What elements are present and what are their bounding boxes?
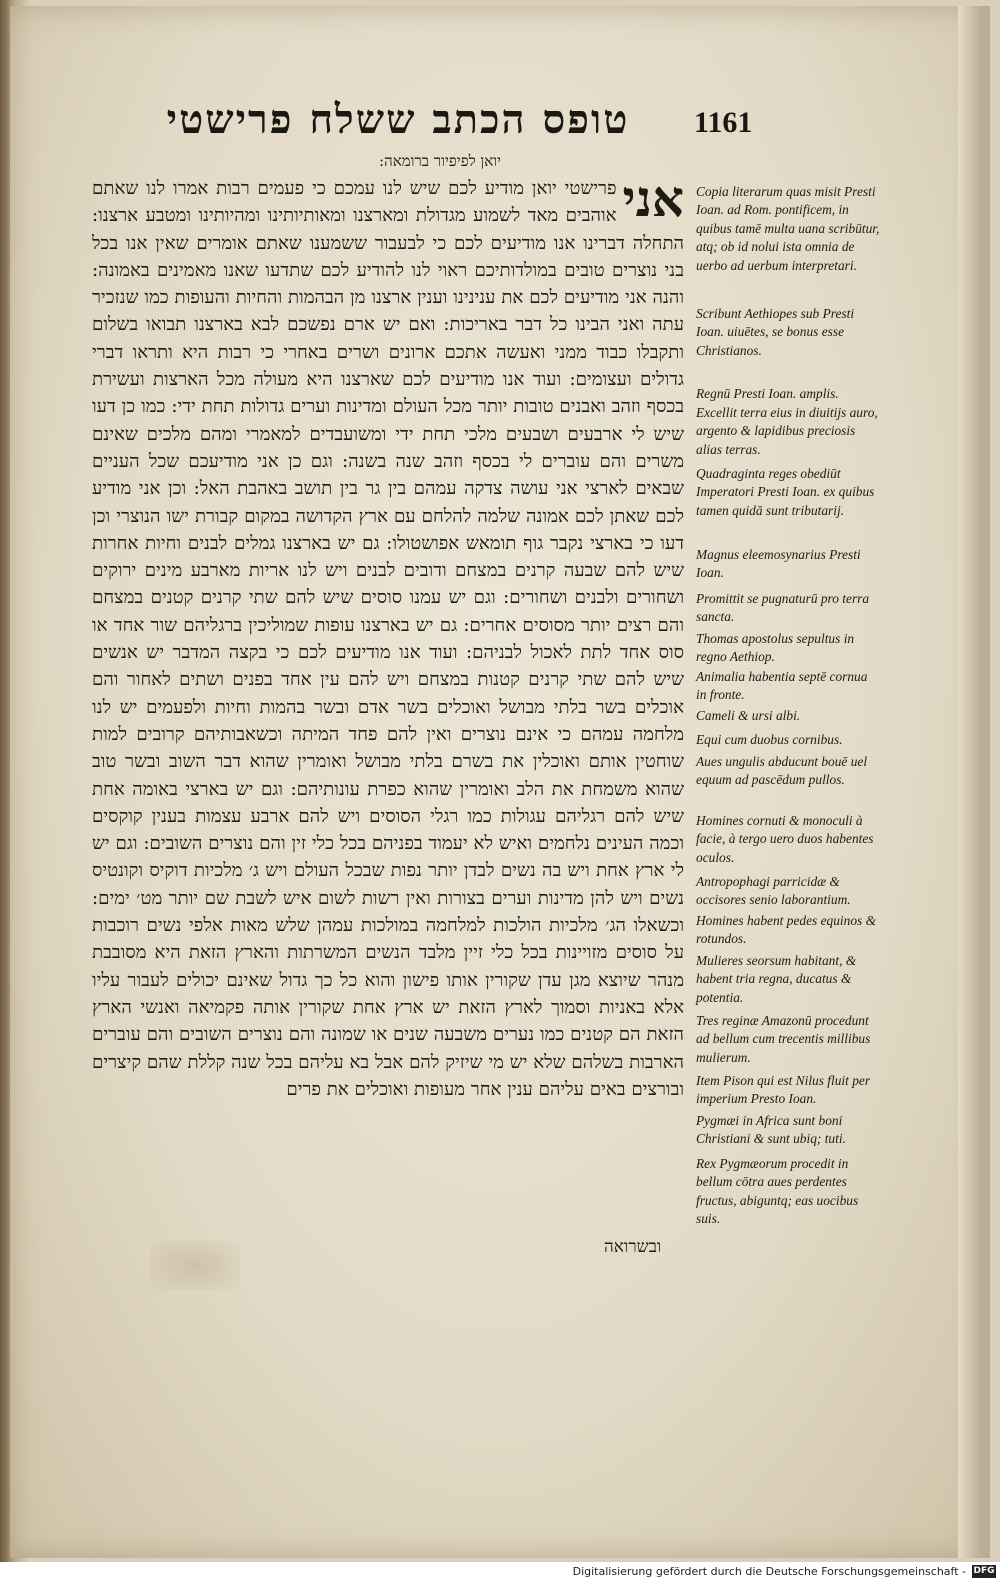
margin-note: Equi cum duobus cornibus. [696, 732, 843, 747]
margin-note: Thomas apostolus sepultus in regno Aethiop. [696, 631, 855, 665]
page-subtitle: יואן לפיפיור ברומאה: [379, 152, 501, 170]
margin-note: Homines habent pedes equinos & rotundos. [696, 913, 877, 947]
margin-note: Promittit se pugnaturū pro terra sancta. [696, 591, 870, 625]
margin-note: Aues ungulis abducunt bouē uel equum ad pascēdum pullos. [696, 754, 868, 788]
margin-note: Item Pison qui est Nilus fluit per imperium Presto Ioan. [696, 1073, 871, 1107]
margin-note: Copia literarum quas misit Presti Ioan. ad Rom. pontificem, in quibus tamē multa uana scribūtur, atq; ob id nolui ista omnia de uerbo ad uerbum interpretari. [696, 184, 880, 273]
margin-note: Scribunt Aethiopes sub Presti Ioan. uiuētes, se bonus esse Christianos. [696, 306, 855, 358]
margin-note: Homines cornuti & monoculi à facie, à tergo uero duos habentes oculos. [696, 813, 874, 865]
page-edge [958, 6, 982, 1558]
margin-note: Regnū Presti Ioan. amplis. [696, 386, 839, 401]
folio-number: 1161 [694, 106, 753, 139]
margin-note: Magnus eleemosynarius Presti Ioan. [696, 547, 861, 581]
margin-note: Cameli & ursi albi. [696, 708, 801, 723]
catchword: ובשרואה [604, 1237, 662, 1257]
margin-note: Tres reginæ Amazonū procedunt ad bellum cum trecentis millibus mulierum. [696, 1013, 871, 1065]
main-text-body: פרישטי יואן מודיע לכם שיש לנו עמכם כי פעמים רבות אמרו לנו שאתם אוהבים מאד לשמוע מגדולת ומארצנו ומאותיותינו ומהיותינו ומטבע ארצנו: התחלה דברינו אנו מודיעים לכם כי לבעבור ששמענו שאתם אומרים שאין אנו בכל בני נוצרים טובים במולדותיכם ראוי לנו להודיע לכם שתדעו שאנו מאמינים באמונה: והנה אני מודיעים לכם את ענינינו וענין ארצנו מן הבהמות והחיות והעופות כמו שנזכיר עתה ואני הבינו כל דבר באריכות: ואם יש ארם נפשכם לבא בארצנו תבואו בשלום ותקבלו כבוד ממני ואעשה אתכם ארונים ושרים באחרי כי רבות היא ותראו דברי גדולים ועצומים: ועוד אנו מודיעים לכם שארצנו היא מעולה מכל הארצות ועשירת בכסף וזהב ואבנים טובות יותר מכל העולם ומדינות וערים גדולות תחת ידי: כמו כן דעו שיש לי ארבעים ושבעים מלכי תחת ידי ומשועבדים למאמרי ומהם מלכים שאינם משרים והם עוברים לי בכסף וזהב שנה בשנה: וגם כן אני מודיעכם שכל העניים שבאים לארצי אני עושה צדקה עמהם בין גר בין תושב באהבת האל: וכן אני מודיע לכם שאתן לכם אמונה שלמה להלחם עם ארץ הקדושה במקום קבורת ישו הנוצרי וכן דעו כי בארצי נקבר גוף תומאש אפושטולו: גם יש בארצנו גמלים לבנים וחיות אחרות שיש להם שבעה קרנים במצחם ודובים לבנים ויש לנו אריות מארבע מינים ירוקים ושחורים ולבנים ושחורים: וגם יש עמנו סוסים שיש להם שתי קרנים קטנים במצחם והם רצים יותר מסוסים אחרים: גם יש בארצנו עופות שמוליכין ברגליהם שור אחד או סוס אחד לתת לאכול לבניהם: ועוד אנו מודיעים לכם כי בקצה המדבר יש אנשים שיש להם שתי קרנים קטנות במצחם ויש להם עין אחד בפנים ושתים לאחור והם אוכלים בשר בלתי מבושל ואוכלים בשר אדם ובשר בהמות וחיות ולפעמים יש לנו מלחמה עמהם כי אינם נוצרים ואין להם פחד המיתה וכשאבותיהם קרובים למות שוחטין אותם ואוכלין את בשרם בלתי מבושל ואומרין שהוא דבר השוב ובשר טוב שהוא משמחת את הלב ואומרין שהוא כפרת עונותיהם: וגם יש בארצי באומה אחת שיש להם רגליהם עגולות כמו רגלי הסוסים ויש להם ארבע עצמות בענין קוקסים וכמה העינים נלחמים ואיש לא יעמוד בפניהם בכל כלי זין והם נוצרים השובים: וגם יש לי ארץ אחת ויש בה נשים לבדן יותר נפות שבכל העולם ויש ג׳ מלכיות דוקיס וקונטיס נשים ויש להן מדינות וערים בצורות ואין רשות לשום איש לשבת שם יותר מט׳ ימים: וכשאלו הג׳ מלכיות הולכות למלחמה במולכות עמהן שלש מאות אלפי נשים רוכבות על סוסים מזויינות בכל כלי זיין מלבד הנשים המשרתות והארץ הזאת היא מסובבת מנהר שיוצא מגן עדן שקורין אותו פישון והוא כל כך גדול שאינם יכולים לעבור עליו אלא באניות וסמוך לארץ הזאת יש ארץ אחת שקורין אותה פקמיאה ואנשי הארץ הזאת הם קטנים כמו נערים משבעה שנים או שמונה והם נוצרים השובים והם עוברים הארבות בשלהם שלא יש מי שיזיק להם אבל בא עליהם בכל שנה קללת שהם קיצרים ובורצים באים עליהם ענין אחר מעופות ואוכלים את פרים [92, 178, 684, 1100]
margin-note: Pygmæi in Africa sunt boni Christiani & sunt ubiq; tuti. [696, 1113, 846, 1147]
margin-note: Mulieres seorsum habitant, & habent tria regna, ducatus & potentia. [696, 953, 857, 1005]
main-text-block [92, 169, 684, 1103]
paper-stain [150, 1240, 240, 1290]
margin-note: Excellit terra eius in diuitijs auro, argento & lapidibus preciosis alias terras. [696, 405, 878, 457]
page-title: טופס הכתב ששלח פרישטי [166, 96, 630, 143]
footer-bar [0, 1562, 1000, 1582]
margin-note: Animalia habentia septē cornua in fronte. [696, 669, 868, 703]
margin-note: Antropophagi parricidæ & occisores senio laborantium. [696, 874, 851, 908]
margin-note: Rex Pygmæorum procedit in bellum cōtra aues perdentes fructus, abiguntq; eas uocibus suis. [696, 1156, 859, 1227]
footer-credit: Digitalisierung gefördert durch die Deutsche Forschungsgemeinschaft - [572, 1565, 966, 1578]
dfg-logo: DFG [973, 1566, 995, 1576]
margin-note: Quadraginta reges obediūt Imperatori Presti Ioan. ex quibus tamen quidā sunt tributarij. [696, 466, 875, 518]
initial-word: אני [622, 169, 684, 228]
